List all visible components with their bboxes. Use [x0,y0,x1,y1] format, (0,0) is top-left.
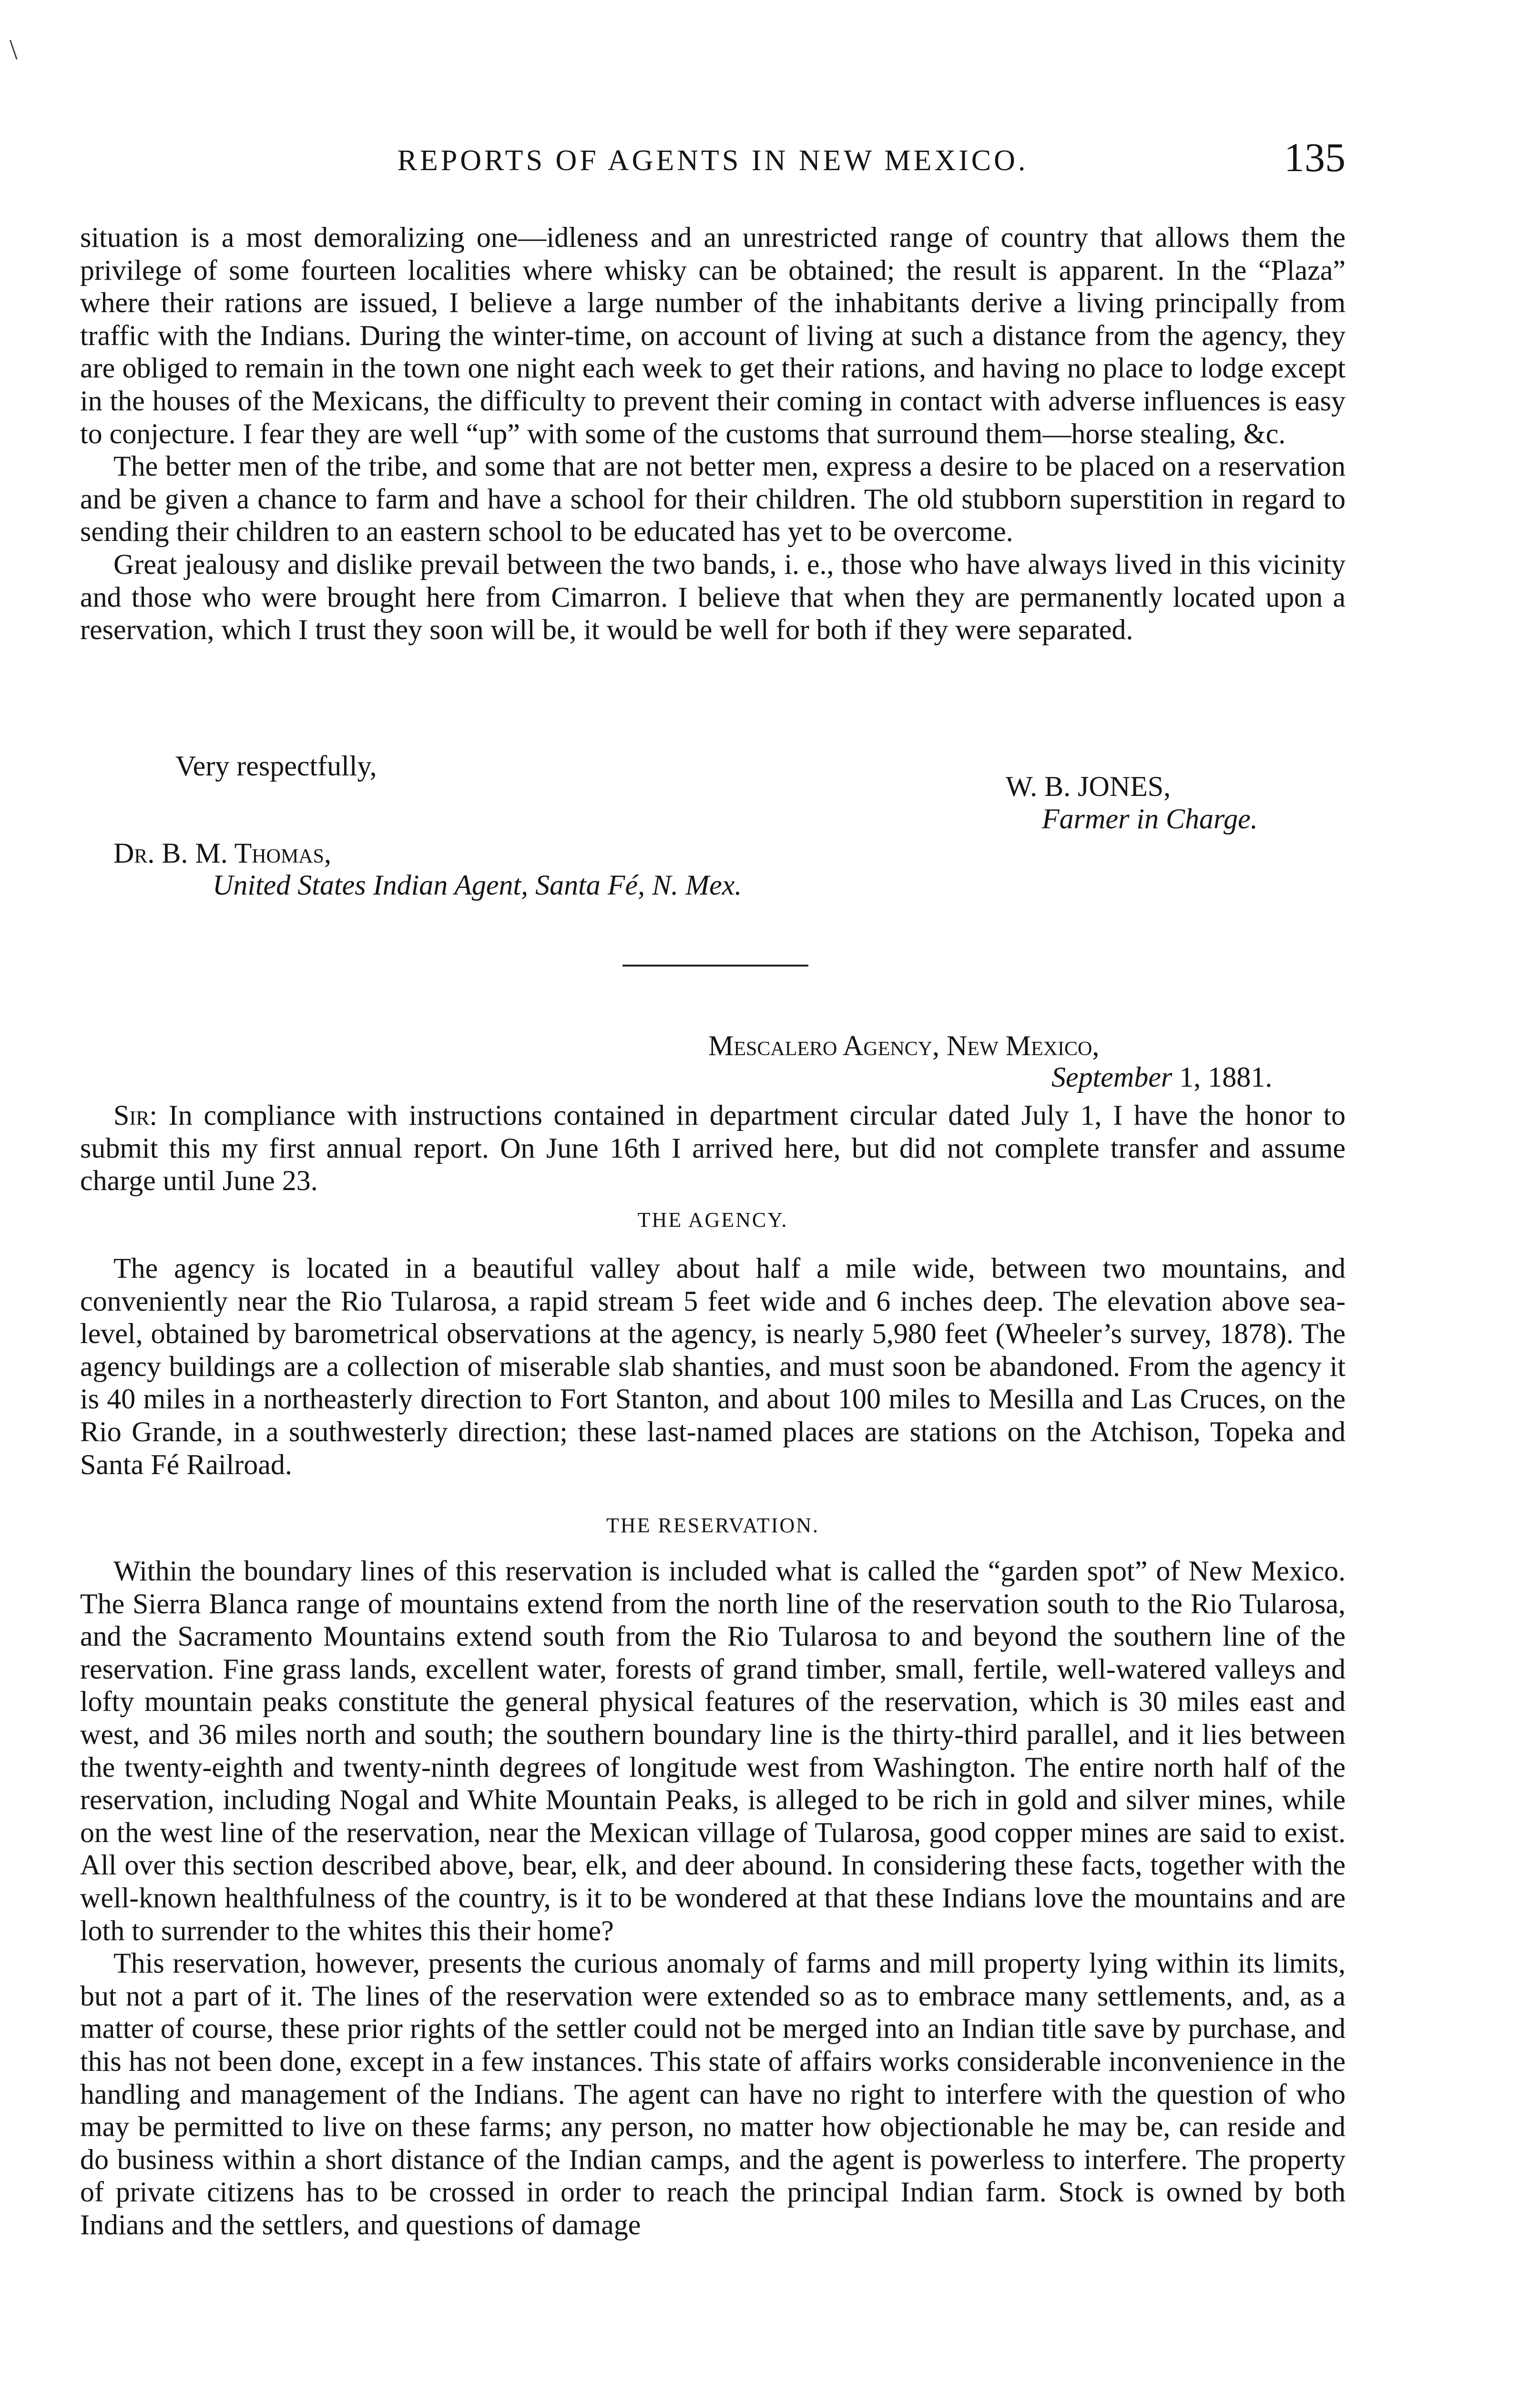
section-divider [622,965,808,967]
letter-2-intro [80,1099,1346,1197]
section-title-agency: THE AGENCY. [637,1208,788,1232]
paragraph: The better men of the tribe, and some that are not better men, express a desire to be placed on a reservation and be given a chance to farm and have a school for their children. The old stubborn superstition in regard to sending their children to an eastern school to be educated has yet to be overcome. [80,450,1346,548]
paragraph: This reservation, however, presents the curious anomaly of farms and mill property lying within its limits, but not a part of it. The lines of the reservation were extended so as to embrace many settlements, and, as a matter of course, these prior rights of the settler could not be merged into an Indian title save by purchase, and this has not been done, except in a few instances. This state of affairs works considerable inconvenience in the handling and management of the Indians. The agent can have no right to interfere with the question of who may be permitted to live on these farms; any person, no matter how objectionable he may be, can reside and do business within a short distance of the Indian camps, and the agent is powerless to interfere. The property of private citizens has to be crossed in order to reach the principal Indian farm. Stock is owned by both Indians and the settlers, and questions of damage [80,1947,1346,2240]
salutation: Sir: [113,1100,158,1131]
paragraph: situation is a most demoralizing one—idleness and an unrestricted range of country that allows them the privilege of some fourteen localities where whisky can be obtained; the result is apparent. In the “Plaza” where their rations are issued, I believe a large number of the inhabitants derive a living principally from traffic with the Indians. During the winter-time, on account of living at such a distance from the agency, they are obliged to remain in the town one night each week to get their rations, and having no place to lodge except in the houses of the Mexicans, the difficulty to prevent their coming in contact with adverse influences is easy to conjecture. I fear they are well “up” with some of the customs that surround them—horse stealing, &c. [80,222,1346,449]
section-title-reservation: THE RESERVATION. [606,1514,819,1537]
reservation-section [80,1555,1346,2241]
intro-paragraph [80,1099,1346,1197]
dateline-place: Mescalero Agency, New Mexico, [708,1030,1100,1061]
addressee-name: Dr. B. M. Thomas, [113,837,331,869]
dateline-date [1051,1061,1272,1093]
paragraph: Great jealousy and dislike prevail between the two bands, i. e., those who have always lived in this vicinity and those who were brought here from Cimarron. I believe that when they are permanently located upon a reservation, which I trust they soon will be, it would be well for both if they were separated. [80,548,1346,646]
scan-mark: \ [10,34,18,65]
addressee-title: United States Indian Agent, Santa Fé, N. Mex. [213,869,742,901]
dateline-day: 1, 1881. [1172,1061,1273,1093]
letter-1-body [80,221,1346,646]
dateline-month: September [1051,1061,1173,1093]
page-number: 135 [1284,134,1346,180]
page-header [80,133,1346,195]
agency-section [80,1252,1346,1481]
closing: Very respectfully, [175,750,377,782]
intro-text: In compliance with instructions contained in department circular dated July 1, I have the honor to submit this my first annual report. On June 16th I arrived here, but did not complete transfer and assume charge until June 23. [80,1100,1346,1197]
running-head: REPORTS OF AGENTS IN NEW MEXICO. [397,144,1029,177]
paragraph: The agency is located in a beautiful valley about half a mile wide, between two mountains, and conveniently near the Rio Tularosa, a rapid stream 5 feet wide and 6 inches deep. The elevation above sea-level, obtained by barometrical observations at the agency, is nearly 5,980 feet (Wheeler’s survey, 1878). The agency buildings are a collection of miserable slab shanties, and must soon be abandoned. From the agency it is 40 miles in a northeasterly direction to Fort Stanton, and about 100 miles to Mesilla and Las Cruces, on the Rio Grande, in a southwesterly direction; these last-named places are stations on the Atchison, Topeka and Santa Fé Railroad. [80,1253,1346,1480]
paragraph: Within the boundary lines of this reservation is included what is called the “garden spot” of New Mexico. The Sierra Blanca range of mountains extend from the north line of the reservation south to the Rio Tularosa, and the Sacramento Mountains extend south from the Rio Tularosa to and beyond the southern line of the reservation. Fine grass lands, excellent water, forests of grand timber, small, fertile, well-watered valleys and lofty mountain peaks constitute the general physical features of the reservation, which is 30 miles east and west, and 36 miles north and south; the southern boundary line is the thirty-third parallel, and it lies between the twenty-eighth and twenty-ninth degrees of longitude west from Washington. The entire north half of the reservation, including Nogal and White Mountain Peaks, is alleged to be rich in gold and silver mines, while on the west line of the reservation, near the Mexican village of Tularosa, good copper mines are said to exist. All over this section described above, bear, elk, and deer abound. In considering these facts, together with the well-known healthfulness of the country, is it to be wondered at that these Indians love the mountains and are loth to surrender to the whites this their home? [80,1555,1346,1946]
signer-title: Farmer in Charge. [1042,803,1258,835]
signer-name: W. B. JONES, [1006,771,1171,802]
